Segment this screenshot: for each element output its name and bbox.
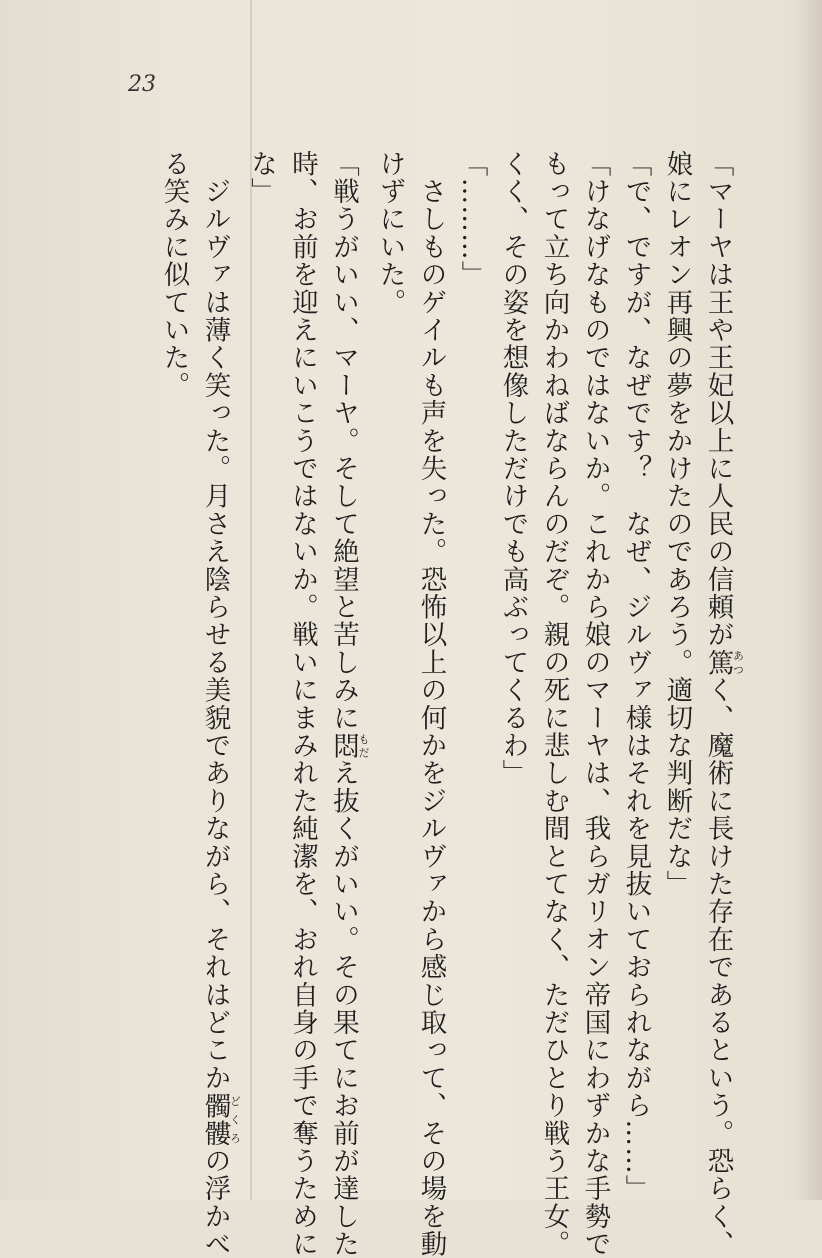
- text-line: もって立ち向かわねばならんのだぞ。親の死に悲しむ間とてなく、ただひとり戦う王女。: [538, 150, 570, 1258]
- text-line: さしものゲイルも声を失った。恐怖以上の何かをジルヴァから感じ取って、その場を動: [415, 177, 447, 1258]
- text-line: 「で、ですが、なぜです？ なぜ、ジルヴァ様はそれを見抜いておられながら……」: [620, 150, 652, 1203]
- text-line: くく、その姿を想像しただけでも高ぶってくるわ」: [497, 150, 529, 788]
- vertical-text-body: [154, 150, 745, 1258]
- spine-shadow: [792, 0, 822, 1200]
- text-line: 娘にレオン再興の夢をかけたのであろう。適切な判断だな」: [661, 150, 693, 898]
- text-line: 時、お前を迎えにいこうではないか。戦いにまみれた純潔を、おれ自身の手で奪うために: [287, 150, 318, 1258]
- text-line: 「けなげなものではないか。これから娘のマーヤは、我らガリオン帝国にわずかな手勢で: [579, 150, 611, 1258]
- ruby-dokuro: 髑髏どくろ: [199, 1091, 242, 1148]
- text-line: 「戦うがいい、マーヤ。そして絶望と苦しみに悶もだえ抜くがいい。その果てにお前が達した: [328, 150, 370, 1258]
- text-line: ジルヴァは薄く笑った。月さえ陰らせる美貌でありながら、それはどこか髑髏どくろの浮かべ: [199, 177, 242, 1258]
- text-line: な」: [246, 150, 277, 206]
- text-line: る笑みに似ていた。: [158, 150, 190, 400]
- ruby-modae: 悶もだ: [328, 731, 370, 760]
- text-line: 「………」: [456, 150, 488, 289]
- text-line: けずにいた。: [374, 150, 406, 317]
- page-number: 23: [128, 72, 156, 97]
- text-line: 「マーヤは王や王妃以上に人民の信頼が篤あつく、魔術に長けた存在であるという。恐らく、: [702, 150, 745, 1258]
- ruby-atsu: 篤あつ: [702, 648, 745, 677]
